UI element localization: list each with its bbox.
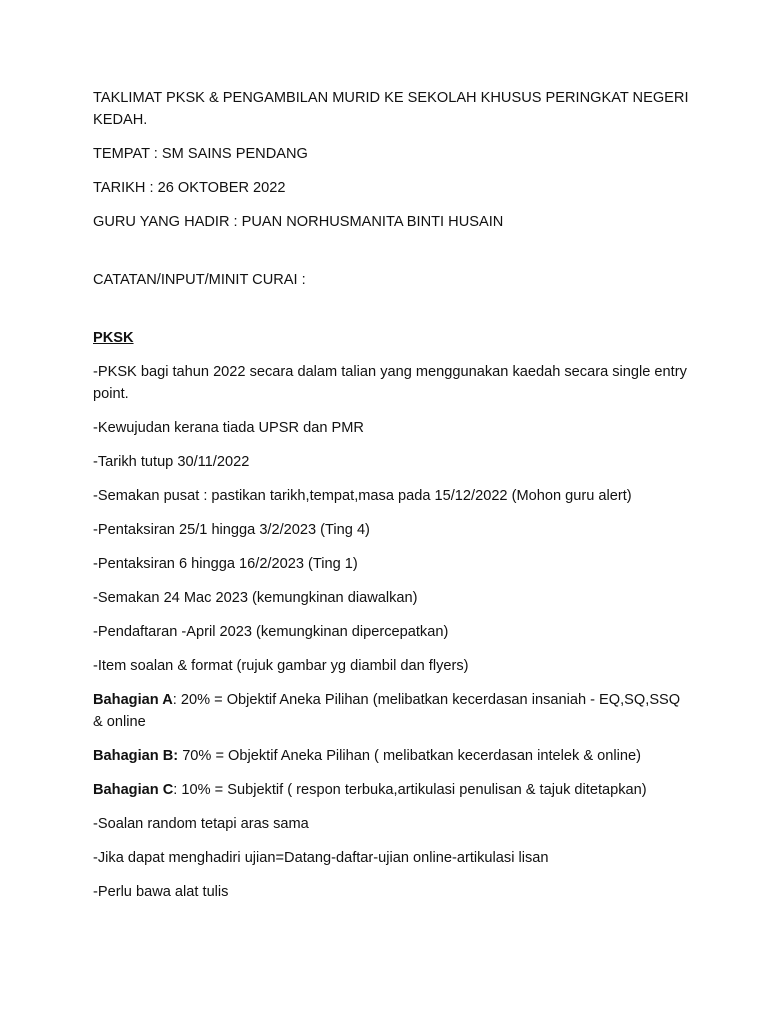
- list-item: -Item soalan & format (rujuk gambar yg diambil dan flyers): [93, 658, 469, 674]
- bahagian-c-line: [93, 779, 693, 801]
- list-item: -Jika dapat menghadiri ujian=Datang-daftar-ujian online-artikulasi lisan: [93, 850, 549, 866]
- list-item: -Pentaksiran 25/1 hingga 3/2/2023 (Ting 4): [93, 522, 370, 538]
- bahagian-a-text: : 20% = Objektif Aneka Pilihan (melibatkan kecerdasan insaniah - EQ,SQ,SSQ & online: [93, 692, 681, 730]
- bahagian-a-line: [93, 689, 693, 733]
- list-item: -PKSK bagi tahun 2022 secara dalam talian yang menggunakan kaedah secara single entry point.: [93, 364, 687, 402]
- notes-label: CATATAN/INPUT/MINIT CURAI :: [93, 272, 306, 288]
- spacer: [93, 245, 693, 269]
- list-item: -Kewujudan kerana tiada UPSR dan PMR: [93, 420, 364, 436]
- bahagian-b-line: [93, 745, 693, 767]
- bahagian-c-label: Bahagian C: [93, 782, 174, 798]
- bahagian-a-label: Bahagian A: [93, 692, 173, 708]
- list-item: -Tarikh tutup 30/11/2022: [93, 454, 250, 470]
- list-item: -Perlu bawa alat tulis: [93, 884, 229, 900]
- document-title: TAKLIMAT PKSK & PENGAMBILAN MURID KE SEKOLAH KHUSUS PERINGKAT NEGERI KEDAH.: [93, 90, 689, 128]
- bahagian-b-text: 70% = Objektif Aneka Pilihan ( melibatkan kecerdasan intelek & online): [178, 748, 641, 764]
- section-heading: PKSK: [93, 330, 134, 346]
- list-item: -Pendaftaran -April 2023 (kemungkinan dipercepatkan): [93, 624, 449, 640]
- attending-teacher-line: GURU YANG HADIR : PUAN NORHUSMANITA BINTI HUSAIN: [93, 214, 504, 230]
- list-item: -Semakan 24 Mac 2023 (kemungkinan diawalkan): [93, 590, 418, 606]
- bahagian-b-label: Bahagian B:: [93, 748, 179, 764]
- list-item: -Pentaksiran 6 hingga 16/2/2023 (Ting 1): [93, 556, 358, 572]
- date-line: TARIKH : 26 OKTOBER 2022: [93, 180, 286, 196]
- venue-line: TEMPAT : SM SAINS PENDANG: [93, 146, 308, 162]
- document-page: [93, 87, 693, 915]
- bahagian-c-text: : 10% = Subjektif ( respon terbuka,artikulasi penulisan & tajuk ditetapkan): [173, 782, 647, 798]
- list-item: -Semakan pusat : pastikan tarikh,tempat,masa pada 15/12/2022 (Mohon guru alert): [93, 488, 632, 504]
- list-item: -Soalan random tetapi aras sama: [93, 816, 309, 832]
- spacer: [93, 303, 693, 327]
